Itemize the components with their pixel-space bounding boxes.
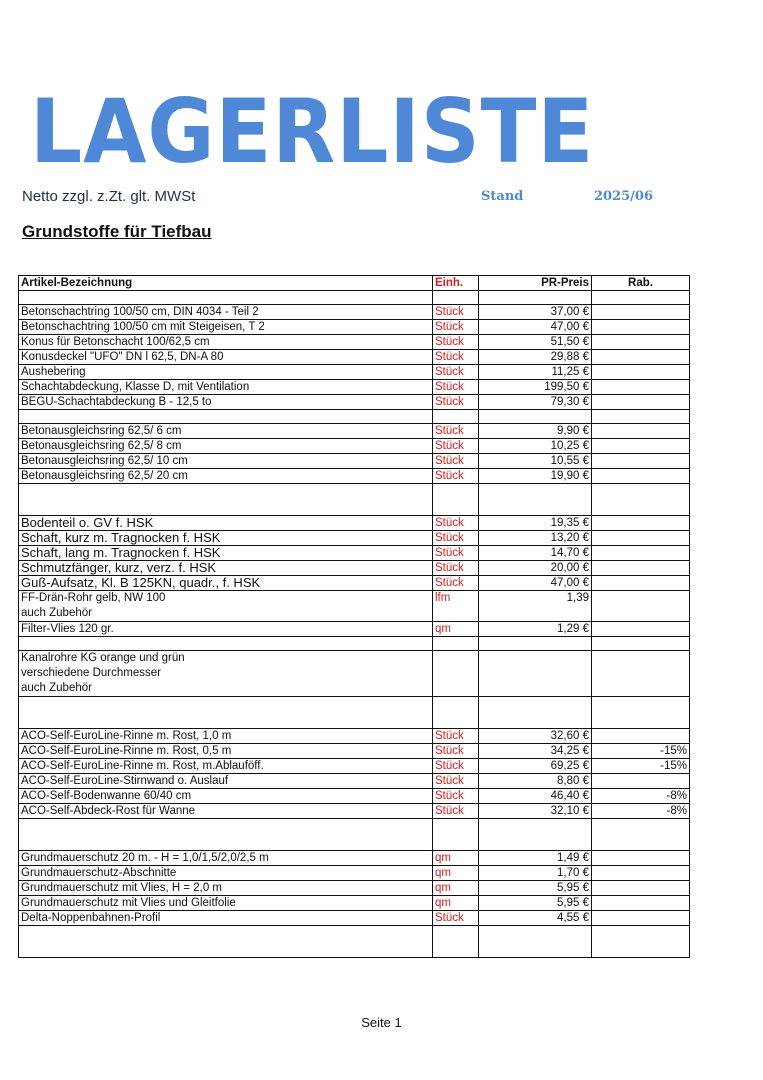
- item-price: 32,60 €: [479, 729, 592, 744]
- empty-cell: [19, 819, 433, 851]
- item-price: 37,00 €: [479, 305, 592, 320]
- spacer-row: [19, 926, 690, 958]
- item-discount: [592, 469, 690, 484]
- empty-cell: [479, 410, 592, 424]
- item-price: 51,50 €: [479, 335, 592, 350]
- item-name: ACO-Self-EuroLine-Stirnwand o. Auslauf: [19, 774, 433, 789]
- table-row: [19, 804, 690, 819]
- table-row: [19, 896, 690, 911]
- table-row: [19, 320, 690, 335]
- item-price: 14,70 €: [479, 546, 592, 561]
- empty-cell: [592, 926, 690, 958]
- item-unit: Stück: [433, 305, 479, 320]
- item-unit: Stück: [433, 789, 479, 804]
- item-unit: qm: [433, 866, 479, 881]
- empty-cell: [19, 637, 433, 651]
- empty-cell: [592, 819, 690, 851]
- empty-cell: [433, 697, 479, 729]
- empty-cell: [433, 926, 479, 958]
- item-name: Betonschachtring 100/50 cm, DIN 4034 - Teil 2: [19, 305, 433, 320]
- empty-cell: [19, 926, 433, 958]
- column-header-name: Artikel-Bezeichnung: [19, 276, 433, 291]
- item-unit: Stück: [433, 531, 479, 546]
- item-name: BEGU-Schachtabdeckung B - 12,5 to: [19, 395, 433, 410]
- item-discount: [592, 350, 690, 365]
- empty-cell: [433, 410, 479, 424]
- item-unit: Stück: [433, 335, 479, 350]
- item-discount: [592, 380, 690, 395]
- item-unit: Stück: [433, 516, 479, 531]
- item-discount: [592, 774, 690, 789]
- item-price: 8,80 €: [479, 774, 592, 789]
- item-unit: Stück: [433, 380, 479, 395]
- table-row: [19, 439, 690, 454]
- item-price: 69,25 €: [479, 759, 592, 774]
- item-name-line: FF-Drän-Rohr gelb, NW 100: [21, 592, 166, 604]
- table-row: [19, 789, 690, 804]
- item-name-line: verschiedene Durchmesser: [21, 667, 161, 679]
- item-discount: -15%: [592, 744, 690, 759]
- item-discount: [592, 591, 690, 622]
- table-row: [19, 851, 690, 866]
- item-price: 1,29 €: [479, 622, 592, 637]
- item-name: Grundmauerschutz mit Vlies und Gleitfolie: [19, 896, 433, 911]
- table-row: [19, 651, 690, 697]
- item-price: 13,20 €: [479, 531, 592, 546]
- item-unit: Stück: [433, 395, 479, 410]
- table-row: [19, 561, 690, 576]
- item-name: Grundmauerschutz-Abschnitte: [19, 866, 433, 881]
- item-discount: [592, 516, 690, 531]
- column-header-price: PR-Preis: [479, 276, 592, 291]
- item-discount: [592, 305, 690, 320]
- column-header-discount: Rab.: [592, 276, 690, 291]
- item-price: 199,50 €: [479, 380, 592, 395]
- item-name: Schachtabdeckung, Klasse D, mit Ventilation: [19, 380, 433, 395]
- item-unit: Stück: [433, 424, 479, 439]
- column-header-unit: Einh.: [433, 276, 479, 291]
- item-discount: [592, 651, 690, 697]
- table-row: [19, 546, 690, 561]
- empty-cell: [433, 637, 479, 651]
- item-unit: Stück: [433, 546, 479, 561]
- item-name: Grundmauerschutz mit Vlies, H = 2,0 m: [19, 881, 433, 896]
- item-price: 19,35 €: [479, 516, 592, 531]
- item-discount: [592, 531, 690, 546]
- item-name: Guß-Aufsatz, Kl. B 125KN, quadr., f. HSK: [19, 576, 433, 591]
- empty-cell: [19, 484, 433, 516]
- table-row: [19, 744, 690, 759]
- empty-cell: [592, 410, 690, 424]
- item-price: 1,39: [479, 591, 592, 622]
- item-discount: [592, 561, 690, 576]
- item-unit: Stück: [433, 350, 479, 365]
- inventory-table: [18, 275, 690, 958]
- stand-value: 2025/06: [594, 189, 654, 204]
- item-unit: lfm: [433, 591, 479, 622]
- table-row: [19, 469, 690, 484]
- item-name: Schaft, lang m. Tragnocken f. HSK: [19, 546, 433, 561]
- empty-cell: [592, 484, 690, 516]
- item-unit: qm: [433, 881, 479, 896]
- item-price: 1,49 €: [479, 851, 592, 866]
- empty-cell: [433, 484, 479, 516]
- item-unit: Stück: [433, 729, 479, 744]
- page-number: Seite 1: [361, 1015, 402, 1030]
- spacer-row: [19, 819, 690, 851]
- item-name: Schaft, kurz m. Tragnocken f. HSK: [19, 531, 433, 546]
- table-row: [19, 911, 690, 926]
- table-row: [19, 881, 690, 896]
- item-price: 20,00 €: [479, 561, 592, 576]
- item-price: 47,00 €: [479, 320, 592, 335]
- table-row: [19, 591, 690, 622]
- item-unit: Stück: [433, 561, 479, 576]
- table-row: [19, 424, 690, 439]
- item-name: Betonausgleichsring 62,5/ 6 cm: [19, 424, 433, 439]
- item-discount: -15%: [592, 759, 690, 774]
- item-discount: -8%: [592, 789, 690, 804]
- spacer-row: [19, 291, 690, 305]
- item-price: 34,25 €: [479, 744, 592, 759]
- item-unit: Stück: [433, 454, 479, 469]
- empty-cell: [479, 697, 592, 729]
- item-name: [19, 651, 433, 697]
- item-discount: [592, 622, 690, 637]
- item-discount: [592, 454, 690, 469]
- empty-cell: [479, 637, 592, 651]
- table-row: [19, 759, 690, 774]
- item-name: Betonausgleichsring 62,5/ 20 cm: [19, 469, 433, 484]
- item-name: Bodenteil o. GV f. HSK: [19, 516, 433, 531]
- item-unit: Stück: [433, 469, 479, 484]
- table-row: [19, 335, 690, 350]
- stand-label: Stand: [481, 189, 524, 204]
- item-discount: [592, 729, 690, 744]
- item-price: [479, 651, 592, 697]
- item-discount: [592, 851, 690, 866]
- item-discount: [592, 546, 690, 561]
- item-discount: [592, 395, 690, 410]
- item-price: 5,95 €: [479, 896, 592, 911]
- item-discount: [592, 576, 690, 591]
- item-name: Konus für Betonschacht 100/62,5 cm: [19, 335, 433, 350]
- item-price: 4,55 €: [479, 911, 592, 926]
- item-discount: [592, 320, 690, 335]
- item-price: 5,95 €: [479, 881, 592, 896]
- table-row: [19, 454, 690, 469]
- item-name: ACO-Self-EuroLine-Rinne m. Rost, 0,5 m: [19, 744, 433, 759]
- item-unit: Stück: [433, 759, 479, 774]
- item-price: 11,25 €: [479, 365, 592, 380]
- item-price: 47,00 €: [479, 576, 592, 591]
- table-row: [19, 576, 690, 591]
- item-name-line: Kanalrohre KG orange und grün: [21, 652, 185, 664]
- spacer-row: [19, 410, 690, 424]
- item-price: 79,30 €: [479, 395, 592, 410]
- item-name: Betonausgleichsring 62,5/ 8 cm: [19, 439, 433, 454]
- table-row: [19, 305, 690, 320]
- item-unit: Stück: [433, 744, 479, 759]
- item-name: Konusdeckel "UFO" DN l 62,5, DN-A 80: [19, 350, 433, 365]
- item-discount: [592, 335, 690, 350]
- item-price: 1,70 €: [479, 866, 592, 881]
- item-discount: [592, 881, 690, 896]
- table-row: [19, 380, 690, 395]
- table-row: [19, 774, 690, 789]
- item-unit: Stück: [433, 576, 479, 591]
- empty-cell: [19, 697, 433, 729]
- item-discount: [592, 896, 690, 911]
- table-row: [19, 395, 690, 410]
- item-name: ACO-Self-EuroLine-Rinne m. Rost, m.Ablauföff.: [19, 759, 433, 774]
- item-price: 19,90 €: [479, 469, 592, 484]
- item-unit: Stück: [433, 911, 479, 926]
- table-row: [19, 531, 690, 546]
- item-discount: [592, 866, 690, 881]
- item-unit: qm: [433, 851, 479, 866]
- item-discount: [592, 439, 690, 454]
- item-name: Schmutzfänger, kurz, verz. f. HSK: [19, 561, 433, 576]
- spacer-row: [19, 637, 690, 651]
- item-discount: -8%: [592, 804, 690, 819]
- table-row: [19, 729, 690, 744]
- empty-cell: [592, 291, 690, 305]
- table-row: [19, 365, 690, 380]
- item-discount: [592, 911, 690, 926]
- item-unit: Stück: [433, 774, 479, 789]
- item-name: Aushebering: [19, 365, 433, 380]
- table-row: [19, 622, 690, 637]
- spacer-row: [19, 697, 690, 729]
- item-unit: Stück: [433, 804, 479, 819]
- item-name: Delta-Noppenbahnen-Profil: [19, 911, 433, 926]
- empty-cell: [19, 410, 433, 424]
- item-discount: [592, 424, 690, 439]
- item-unit: [433, 651, 479, 697]
- item-price: 46,40 €: [479, 789, 592, 804]
- empty-cell: [479, 926, 592, 958]
- item-name: ACO-Self-Abdeck-Rost für Wanne: [19, 804, 433, 819]
- item-price: 9,90 €: [479, 424, 592, 439]
- item-price: 29,88 €: [479, 350, 592, 365]
- item-unit: qm: [433, 896, 479, 911]
- document-title: LAGERLISTE: [30, 80, 595, 183]
- empty-cell: [479, 291, 592, 305]
- item-discount: [592, 365, 690, 380]
- item-name: [19, 591, 433, 622]
- item-name: Betonschachtring 100/50 cm mit Steigeisen, T 2: [19, 320, 433, 335]
- table-header-row: [19, 276, 690, 291]
- item-name: Filter-Vlies 120 gr.: [19, 622, 433, 637]
- empty-cell: [592, 637, 690, 651]
- item-price: 10,55 €: [479, 454, 592, 469]
- netto-note: Netto zzgl. z.Zt. glt. MWSt: [22, 188, 196, 205]
- empty-cell: [479, 819, 592, 851]
- item-unit: Stück: [433, 439, 479, 454]
- item-name: ACO-Self-Bodenwanne 60/40 cm: [19, 789, 433, 804]
- item-price: 32,10 €: [479, 804, 592, 819]
- empty-cell: [433, 819, 479, 851]
- empty-cell: [433, 291, 479, 305]
- item-unit: Stück: [433, 365, 479, 380]
- section-heading: Grundstoffe für Tiefbau: [22, 222, 212, 241]
- table-row: [19, 516, 690, 531]
- item-unit: qm: [433, 622, 479, 637]
- item-name: Grundmauerschutz 20 m. - H = 1,0/1,5/2,0/2,5 m: [19, 851, 433, 866]
- empty-cell: [479, 484, 592, 516]
- item-name: Betonausgleichsring 62,5/ 10 cm: [19, 454, 433, 469]
- item-unit: Stück: [433, 320, 479, 335]
- table-row: [19, 866, 690, 881]
- item-name: ACO-Self-EuroLine-Rinne m. Rost, 1,0 m: [19, 729, 433, 744]
- item-price: 10,25 €: [479, 439, 592, 454]
- table-row: [19, 350, 690, 365]
- empty-cell: [592, 697, 690, 729]
- empty-cell: [19, 291, 433, 305]
- spacer-row: [19, 484, 690, 516]
- item-name-line: auch Zubehör: [21, 607, 92, 619]
- item-name-line: auch Zubehör: [21, 682, 92, 694]
